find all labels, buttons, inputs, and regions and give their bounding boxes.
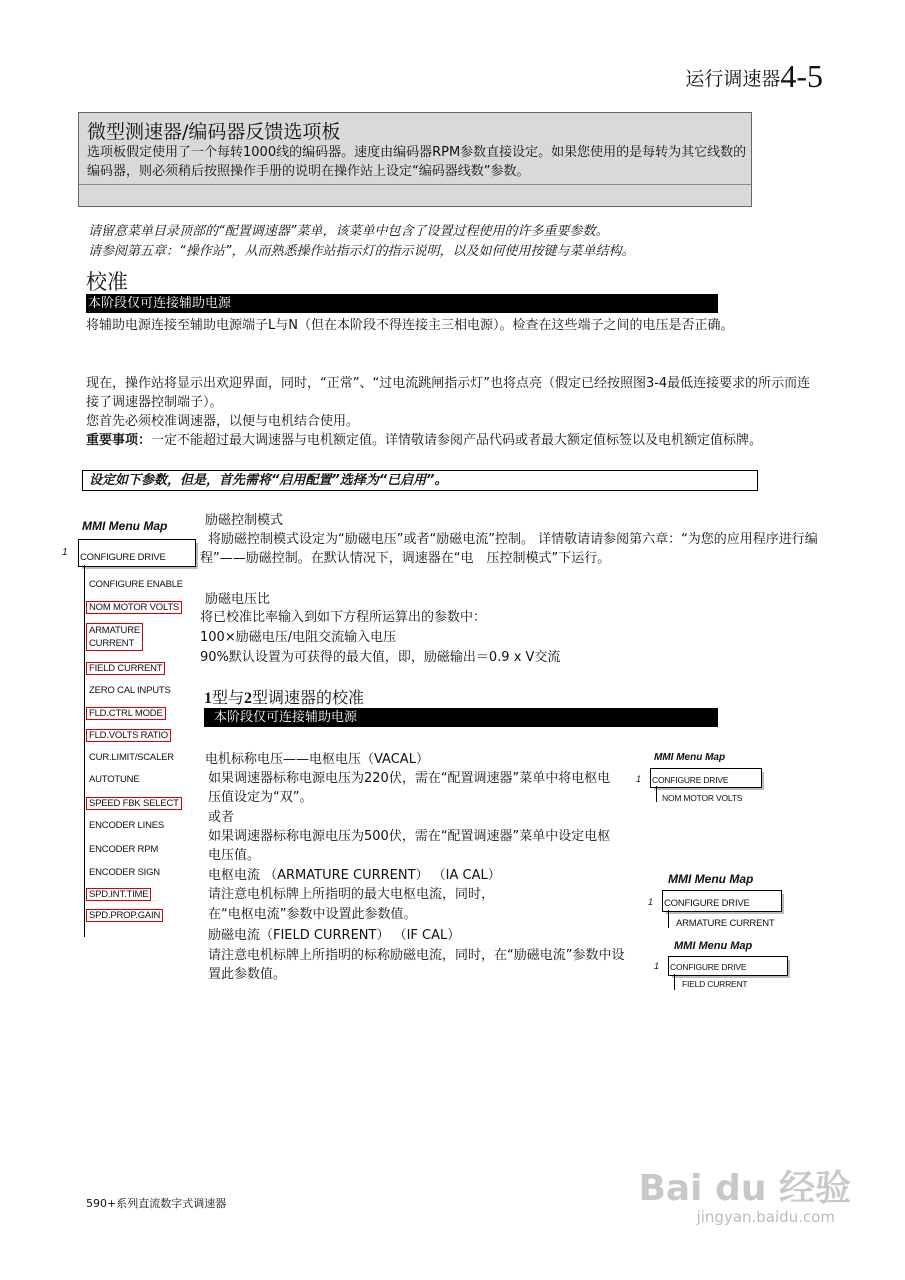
field-control-heading: 励磁控制模式: [205, 513, 284, 528]
small-map-3-item: FIELD CURRENT: [682, 979, 748, 989]
type12-num-1: 1: [204, 690, 212, 707]
type12-num-2: 2: [244, 690, 253, 707]
option-box-text: 选项板假定使用了一个每转1000线的编码器。速度由编码器RPM参数直接设定。如果您使用的是每转为其它线数的编码器，则必须稍后按照操作手册的说明在操作站上设定“编码器线数”参数。: [87, 145, 747, 179]
note-line-1: 请留意菜单目录顶部的“配置调速器”菜单，该菜单中包含了设置过程使用的许多重要参数。: [88, 224, 609, 239]
option-note-box: [78, 112, 752, 207]
ia-heading: 电枢电流 （ARMATURE CURRENT） （IA CAL）: [208, 868, 501, 883]
type12-rest: 型调速器的校准: [252, 688, 365, 707]
small-map-3-title: MMI Menu Map: [674, 940, 753, 952]
or-label: 或者: [208, 810, 235, 825]
vacal-text: 如果调速器标称电源电压为220伏，需在“配置调速器”菜单中将电枢电压值设定为“双”。: [208, 771, 611, 805]
field-ratio-line-1: 将已校准比率输入到如下方程所运算出的参数中：: [200, 610, 487, 625]
configure-drive-label: CONFIGURE DRIVE: [80, 552, 166, 563]
small-map-3-level: 1: [654, 961, 659, 971]
menu-item-encoder-rpm: ENCODER RPM: [89, 844, 159, 855]
type12-heading: [204, 685, 364, 708]
important-label: 重要事项：: [86, 433, 152, 448]
vacal-heading: 电机标称电压——电枢电压（VACAL）: [205, 752, 429, 767]
note-line-2: 请参阅第五章：“操作站”，从而熟悉操作站指示灯的指示说明，以及如何使用按键与菜单结构。: [88, 244, 635, 259]
enable-config-note: 设定如下参数，但是，首先需将“启用配置”选择为“已启用”。: [82, 470, 758, 491]
small-map-2-title: MMI Menu Map: [668, 872, 754, 886]
if-text: 请注意电机标牌上所指明的标称励磁电流，同时，在“励磁电流”参数中设置此参数值。: [208, 948, 625, 982]
field-ratio-heading: 励磁电压比: [205, 592, 271, 607]
ia-text-1: 请注意电机标牌上所指明的最大电枢电流，同时，: [208, 887, 495, 902]
ia-text-2: 在“电枢电流”参数中设置此参数值。: [208, 907, 417, 922]
menu-item-cur-limit-scaler: CUR.LIMIT/SCALER: [89, 752, 174, 763]
menu-item-speed-fbk-select: SPEED FBK SELECT: [86, 797, 182, 810]
if-heading: 励磁电流（FIELD CURRENT） （IF CAL）: [208, 928, 461, 943]
mmi-menu-map-main: [60, 515, 200, 935]
menu-item-configure-enable: CONFIGURE ENABLE: [89, 579, 183, 590]
small-map-2-root: CONFIGURE DRIVE: [664, 898, 750, 909]
menu-item-fld-ctrl-mode: FLD.CTRL MODE: [86, 707, 166, 720]
small-map-1-line: [656, 786, 657, 802]
option-box-divider: [79, 184, 751, 185]
menu-item-fld-volts-ratio: FLD.VOLTS RATIO: [86, 729, 171, 742]
calibration-heading: 校准: [86, 270, 128, 294]
menu-level-label: 1: [62, 547, 68, 558]
small-map-1-level: 1: [636, 774, 641, 784]
small-map-3-root: CONFIGURE DRIVE: [670, 962, 747, 972]
small-map-1-title: MMI Menu Map: [654, 752, 726, 763]
watermark-url: jingyan.baidu.com: [696, 1208, 835, 1226]
page-footer: 590+系列直流数字式调速器: [86, 1197, 227, 1210]
watermark-logo: Bai du 经验: [638, 1168, 851, 1209]
mmi-map-small-2: [642, 872, 792, 934]
mmi-map-small-3: [646, 940, 796, 996]
menu-item-spd-prop-gain: SPD.PROP.GAIN: [86, 909, 163, 922]
small-map-2-item: ARMATURE CURRENT: [676, 918, 775, 929]
menu-item-spd-int-time: SPD.INT.TIME: [86, 888, 151, 901]
armature-line1: ARMATURE: [89, 625, 141, 636]
calibration-para-2: 现在，操作站将显示出欢迎界面，同时，“正常”、“过电流跳闸指示灯”也将点亮（假定已经按照图3-4最低连接要求的所示而连接了调速器控制端子）。: [86, 376, 811, 410]
aux-power-bar: 本阶段仅可连接辅助电源: [86, 294, 718, 313]
field-ratio-line-3: 90%默认设置为可获得的最大值，即，励磁输出＝0.9 x V交流: [200, 650, 561, 665]
type12-mid: 型与: [212, 688, 245, 707]
mmi-map-title: MMI Menu Map: [82, 519, 168, 533]
menu-item-field-current: FIELD CURRENT: [86, 662, 165, 675]
small-map-1-root: CONFIGURE DRIVE: [652, 775, 729, 785]
important-text: 一定不能超过最大调速器与电机额定值。详情敬请参阅产品代码或者最大额定值标签以及电机额定值标牌。: [151, 433, 763, 448]
vacal-text-2: 如果调速器标称电源电压为500伏，需在“配置调速器”菜单中设定电枢电压值。: [208, 829, 611, 863]
type12-aux-power-bar: 本阶段仅可连接辅助电源: [204, 708, 718, 727]
menu-item-autotune: AUTOTUNE: [89, 774, 140, 785]
small-map-1-item: NOM MOTOR VOLTS: [662, 793, 743, 803]
small-map-2-line: [668, 910, 669, 928]
option-box-title: 微型测速器/编码器反馈选项板: [87, 121, 341, 143]
menu-tree-line: [84, 565, 85, 937]
page-number: 4-5: [780, 58, 823, 94]
calibration-para-3: 您首先必须校准调速器，以便与电机结合使用。: [86, 414, 360, 429]
field-control-text: 将励磁控制模式设定为“励磁电压”或者“励磁电流”控制。 详情敬请请参阅第六章：“为您的应用程序进行编程”——励磁控制。在默认情况下，调速器在“电 压控制模式”下运行。: [200, 532, 818, 566]
armature-line2: CURRENT: [89, 638, 135, 649]
menu-item-zero-cal-inputs: ZERO CAL INPUTS: [89, 685, 171, 696]
calibration-para-1: 将辅助电源连接至辅助电源端子L与N（但在本阶段不得连接主三相电源）。检查在这些端子之间的电压是否正确。: [86, 318, 734, 333]
menu-item-encoder-sign: ENCODER SIGN: [89, 867, 160, 878]
small-map-2-level: 1: [648, 897, 653, 907]
page-header: [685, 58, 823, 95]
mmi-map-small-1: [632, 752, 772, 812]
important-note: [86, 431, 820, 450]
menu-item-encoder-lines: ENCODER LINES: [89, 820, 165, 831]
small-map-3-line: [674, 974, 675, 990]
menu-item-armature-current: [86, 623, 143, 651]
field-ratio-line-2: 100×励磁电压/电阻交流输入电压: [200, 630, 397, 645]
menu-item-nom-motor-volts: NOM MOTOR VOLTS: [86, 601, 182, 614]
page-header-title: 运行调速器: [685, 68, 781, 90]
